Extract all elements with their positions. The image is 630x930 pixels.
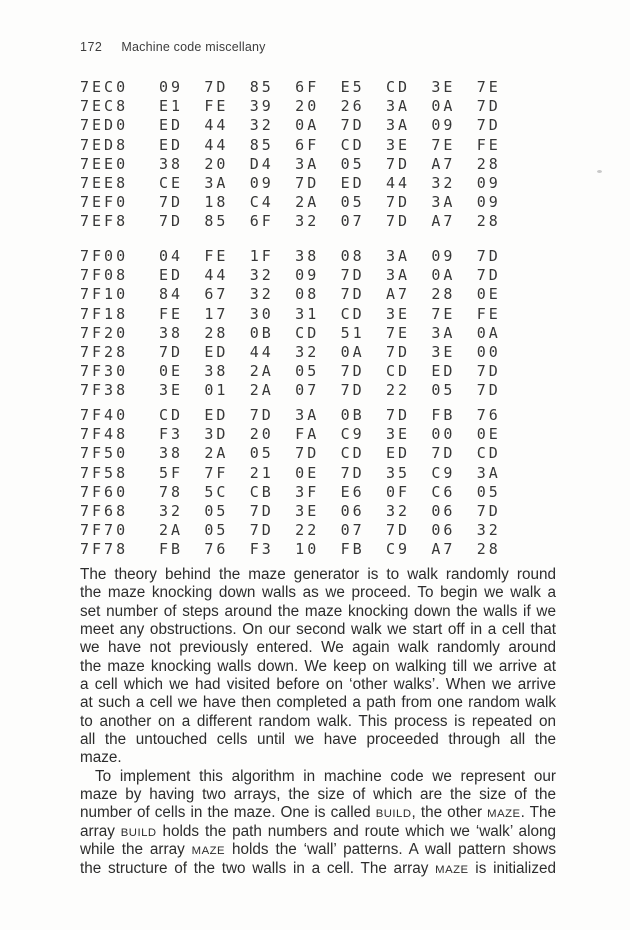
hex-byte: 30	[249, 304, 274, 323]
text-line: To implement this algorithm in machine code we represent our	[95, 767, 556, 785]
running-header	[80, 40, 266, 54]
paragraph	[80, 768, 556, 878]
hex-row	[80, 540, 610, 559]
hex-byte: 0F	[385, 482, 411, 501]
hex-byte: 32	[159, 501, 184, 520]
hex-byte: 18	[204, 193, 229, 212]
hex-byte: 28	[476, 540, 501, 559]
hex-row	[80, 425, 610, 444]
hex-byte: CD	[476, 444, 501, 463]
hex-byte: 3A	[295, 406, 320, 424]
hex-row	[80, 266, 610, 285]
hex-byte: 06	[340, 501, 365, 520]
hex-byte: A7	[431, 540, 456, 559]
hex-address: 7F40	[80, 406, 129, 424]
hex-byte: 10	[295, 540, 320, 559]
hex-byte: E1	[159, 97, 184, 116]
hex-byte: 3E	[385, 304, 411, 323]
text-line: the structure of the two walls in a cell. The array MAZE is initialized	[80, 859, 556, 877]
hex-byte: 3E	[431, 342, 456, 361]
hex-byte: 0E	[295, 463, 320, 482]
hex-byte: 3A	[476, 463, 501, 482]
hex-byte: ED	[159, 266, 184, 285]
hex-row	[80, 362, 610, 381]
text-line: array BUILD holds the path numbers and route which we ‘walk’ along	[80, 822, 556, 840]
hex-byte: A7	[431, 212, 456, 231]
hex-address: 7ED0	[80, 116, 129, 135]
hex-byte: 38	[295, 247, 320, 265]
text-line: a cell which we had visited before on ‘other walks’. When we arrive	[80, 676, 556, 694]
hex-row	[80, 97, 610, 116]
chapter-title: Machine code miscellany	[121, 40, 266, 54]
hex-byte: 1F	[249, 247, 274, 265]
hex-byte: CD	[295, 323, 320, 342]
hex-byte: 44	[385, 173, 411, 192]
hex-byte: 07	[340, 212, 365, 231]
hex-byte: 06	[431, 521, 456, 540]
hex-byte: 32	[249, 116, 274, 135]
hex-byte: 07	[340, 521, 365, 540]
hex-byte: F3	[159, 425, 184, 444]
hex-byte: 09	[159, 78, 184, 96]
hex-address: 7F28	[80, 342, 129, 361]
hex-byte: E6	[340, 482, 365, 501]
hex-byte: 28	[204, 323, 229, 342]
hex-byte: 09	[249, 173, 274, 192]
hex-byte: 2A	[159, 521, 184, 540]
hex-byte: 7D	[340, 381, 365, 400]
hex-byte: 09	[431, 116, 456, 135]
hex-byte: 0A	[431, 266, 456, 285]
hex-address: 7F60	[80, 482, 129, 501]
hex-byte: 85	[204, 212, 229, 231]
text-line: the maze knocking walls down. We keep on walking till we arrive at	[80, 657, 556, 675]
hex-byte: F3	[249, 540, 274, 559]
text-line: to another on a different random walk. This process is repeated on	[80, 712, 556, 730]
hex-byte: 7D	[340, 463, 365, 482]
hex-byte: 20	[295, 97, 320, 116]
hex-row	[80, 324, 610, 343]
hex-byte: 05	[295, 362, 320, 381]
hex-byte: 32	[295, 342, 320, 361]
hex-byte: 32	[249, 266, 274, 285]
hex-byte: 0E	[476, 425, 501, 444]
hex-byte: 7D	[476, 247, 501, 265]
page-number: 172	[80, 40, 103, 54]
hex-byte: 7E	[431, 304, 456, 323]
hex-byte: 2A	[295, 193, 320, 212]
hex-byte: 7D	[431, 444, 456, 463]
hex-byte: 67	[204, 285, 229, 304]
hex-byte: CD	[340, 135, 365, 154]
hex-byte: 7D	[159, 212, 184, 231]
hex-byte: 7D	[385, 212, 411, 231]
hex-byte: CE	[159, 173, 184, 192]
hex-byte: FE	[476, 304, 501, 323]
hex-byte: C9	[385, 540, 411, 559]
hex-byte: 3E	[295, 501, 320, 520]
hex-byte: 76	[204, 540, 229, 559]
hex-byte: 0A	[476, 323, 501, 342]
hex-byte: ED	[340, 173, 365, 192]
hex-byte: ED	[204, 342, 229, 361]
hex-byte: 32	[476, 521, 501, 540]
hex-byte: 7D	[204, 78, 229, 96]
hex-byte: 20	[204, 154, 229, 173]
hex-row	[80, 502, 610, 521]
hex-dump-block	[80, 78, 610, 232]
hex-byte: 3A	[431, 193, 456, 212]
hex-byte: 22	[385, 381, 411, 400]
hex-byte: FA	[295, 425, 320, 444]
hex-byte: ED	[159, 116, 184, 135]
hex-address: 7F48	[80, 425, 129, 444]
hex-byte: 05	[476, 482, 501, 501]
hex-byte: 2A	[204, 444, 229, 463]
hex-byte: 7D	[159, 193, 184, 212]
hex-address: 7F20	[80, 323, 129, 342]
hex-byte: 38	[159, 444, 184, 463]
paragraph	[80, 566, 556, 768]
hex-byte: 06	[431, 501, 456, 520]
hex-byte: 7E	[431, 135, 456, 154]
hex-byte: 3A	[385, 247, 411, 265]
hex-byte: FB	[159, 540, 184, 559]
hex-address: 7EC8	[80, 97, 129, 116]
text-line: The theory behind the maze generator is to walk randomly round	[80, 566, 556, 583]
hex-byte: 09	[476, 193, 501, 212]
hex-byte: 09	[476, 173, 501, 192]
hex-byte: 7E	[385, 323, 411, 342]
hex-byte: 0E	[159, 362, 184, 381]
text-line: we have not previously entered. We again walk randomly around	[80, 639, 556, 657]
hex-byte: D4	[249, 154, 274, 173]
hex-row	[80, 247, 610, 266]
hex-byte: CD	[385, 362, 411, 381]
hex-address: 7F50	[80, 444, 129, 463]
hex-byte: 07	[295, 381, 320, 400]
hex-byte: 7D	[249, 501, 274, 520]
hex-byte: 31	[295, 304, 320, 323]
hex-byte: 0A	[431, 97, 456, 116]
hex-byte: 7D	[476, 501, 501, 520]
hex-byte: FB	[431, 406, 456, 424]
hex-byte: 76	[476, 406, 501, 424]
hex-byte: A7	[385, 285, 411, 304]
hex-byte: 7F	[204, 463, 229, 482]
body-text	[80, 566, 556, 878]
hex-byte: 3A	[385, 266, 411, 285]
hex-byte: 7D	[476, 116, 501, 135]
hex-byte: 3A	[295, 154, 320, 173]
hex-byte: 84	[159, 285, 184, 304]
hex-byte: 3A	[204, 173, 229, 192]
hex-byte: 44	[204, 135, 229, 154]
hex-byte: 32	[295, 212, 320, 231]
hex-byte: 05	[431, 381, 456, 400]
hex-byte: 20	[249, 425, 274, 444]
hex-byte: 7D	[340, 285, 365, 304]
hex-byte: FE	[204, 247, 229, 265]
hex-byte: 44	[249, 342, 274, 361]
hex-byte: 39	[249, 97, 274, 116]
hex-byte: 7D	[295, 444, 320, 463]
hex-row	[80, 212, 610, 231]
hex-row	[80, 305, 610, 324]
hex-byte: 5C	[204, 482, 229, 501]
hex-byte: 28	[476, 154, 501, 173]
hex-byte: E5	[340, 78, 365, 96]
text-line: all the untouched cells until we have proceeded through all the	[80, 731, 556, 749]
hex-byte: 2A	[249, 381, 274, 400]
hex-byte: 85	[249, 135, 274, 154]
hex-byte: ED	[385, 444, 411, 463]
hex-byte: CB	[249, 482, 274, 501]
hex-byte: C4	[249, 193, 274, 212]
text-line: number of cells in the maze. One is called BUILD, the other MAZE. The	[80, 804, 556, 822]
hex-byte: 32	[249, 285, 274, 304]
text-line: while the array MAZE holds the ‘wall’ patterns. A wall pattern shows	[80, 841, 556, 859]
hex-byte: 85	[249, 78, 274, 96]
hex-address: 7F38	[80, 381, 129, 400]
hex-row	[80, 78, 610, 97]
hex-byte: ED	[431, 362, 456, 381]
hex-address: 7EF8	[80, 212, 129, 231]
hex-byte: 5F	[159, 463, 184, 482]
hex-row	[80, 285, 610, 304]
hex-row	[80, 464, 610, 483]
hex-byte: 3E	[431, 78, 456, 96]
hex-address: 7F00	[80, 247, 129, 265]
hex-byte: 3E	[385, 425, 411, 444]
hex-byte: CD	[385, 78, 411, 96]
hex-address: 7F70	[80, 521, 129, 540]
hex-address: 7EF0	[80, 193, 129, 212]
hex-byte: 09	[431, 247, 456, 265]
hex-row	[80, 343, 610, 362]
hex-byte: 7D	[476, 266, 501, 285]
hex-row	[80, 136, 610, 155]
hex-byte: 7D	[340, 116, 365, 135]
hex-byte: 3A	[431, 323, 456, 342]
hex-byte: 08	[295, 285, 320, 304]
hex-byte: 3F	[295, 482, 320, 501]
hex-byte: 22	[295, 521, 320, 540]
hex-byte: 05	[204, 521, 229, 540]
hex-byte: 0A	[295, 116, 320, 135]
hex-row	[80, 116, 610, 135]
hex-row	[80, 483, 610, 502]
hex-byte: 7D	[385, 154, 411, 173]
hex-byte: 09	[295, 266, 320, 285]
hex-byte: 7D	[340, 266, 365, 285]
hex-byte: 38	[159, 154, 184, 173]
hex-byte: C9	[340, 425, 365, 444]
hex-byte: ED	[159, 135, 184, 154]
hex-row	[80, 406, 610, 425]
hex-byte: 7D	[385, 193, 411, 212]
hex-byte: FE	[476, 135, 501, 154]
hex-byte: 17	[204, 304, 229, 323]
hex-byte: 3E	[385, 135, 411, 154]
hex-address: 7EC0	[80, 78, 129, 96]
hex-byte: C9	[431, 463, 456, 482]
hex-byte: 7D	[340, 362, 365, 381]
hex-byte: 7D	[476, 97, 501, 116]
hex-byte: 35	[385, 463, 411, 482]
hex-row	[80, 444, 610, 463]
hex-byte: ED	[204, 406, 229, 424]
text-line: set number of steps around the maze knocking down the walls if we	[80, 602, 556, 620]
hex-byte: 51	[340, 323, 365, 342]
hex-byte: 21	[249, 463, 274, 482]
hex-byte: 05	[340, 154, 365, 173]
hex-address: 7F30	[80, 362, 129, 381]
hex-byte: 7E	[476, 78, 501, 96]
hex-address: 7F58	[80, 463, 129, 482]
hex-address: 7F18	[80, 304, 129, 323]
hex-byte: 6F	[295, 135, 320, 154]
hex-byte: CD	[340, 304, 365, 323]
hex-byte: 05	[340, 193, 365, 212]
text-line: meet any obstructions. On our second walk we start off in a cell that	[80, 621, 556, 639]
text-line: the maze knocking down walls as we proceed. To begin we walk a	[80, 584, 556, 602]
hex-byte: 04	[159, 247, 184, 265]
hex-byte: 0B	[249, 323, 274, 342]
hex-byte: 7D	[385, 406, 411, 424]
hex-byte: 7D	[295, 173, 320, 192]
hex-byte: 7D	[385, 521, 411, 540]
hex-byte: 7D	[476, 381, 501, 400]
hex-address: 7F68	[80, 501, 129, 520]
hex-byte: 38	[204, 362, 229, 381]
hex-row	[80, 381, 610, 400]
hex-byte: 28	[476, 212, 501, 231]
hex-byte: 6F	[249, 212, 274, 231]
hex-byte: 6F	[295, 78, 320, 96]
hex-byte: 00	[476, 342, 501, 361]
hex-byte: 0E	[476, 285, 501, 304]
hex-row	[80, 174, 610, 193]
hex-address: 7F08	[80, 266, 129, 285]
text-line: maze by having two arrays, the size of which are the size of the	[80, 786, 556, 804]
hex-byte: FE	[204, 97, 229, 116]
scan-artifact	[597, 170, 602, 173]
hex-byte: 7D	[385, 342, 411, 361]
hex-byte: 38	[159, 323, 184, 342]
hex-byte: CD	[159, 406, 184, 424]
hex-byte: A7	[431, 154, 456, 173]
hex-byte: 26	[340, 97, 365, 116]
hex-address: 7EE8	[80, 173, 129, 192]
hex-byte: 0B	[340, 406, 365, 424]
hex-byte: 32	[385, 501, 411, 520]
hex-byte: 0A	[340, 342, 365, 361]
hex-byte: C6	[431, 482, 456, 501]
hex-byte: 00	[431, 425, 456, 444]
hex-address: 7EE0	[80, 154, 129, 173]
hex-byte: 2A	[249, 362, 274, 381]
hex-row	[80, 193, 610, 212]
hex-byte: 3E	[159, 381, 184, 400]
hex-dump-block	[80, 406, 610, 560]
hex-byte: 28	[431, 285, 456, 304]
hex-address: 7F10	[80, 285, 129, 304]
hex-address: 7ED8	[80, 135, 129, 154]
hex-byte: 3A	[385, 116, 411, 135]
hex-byte: 01	[204, 381, 229, 400]
hex-byte: FB	[340, 540, 365, 559]
hex-byte: 78	[159, 482, 184, 501]
hex-byte: 3A	[385, 97, 411, 116]
hex-address: 7F78	[80, 540, 129, 559]
hex-row	[80, 521, 610, 540]
hex-byte: 05	[204, 501, 229, 520]
hex-dump-block	[80, 247, 610, 401]
hex-byte: 7D	[249, 406, 274, 424]
hex-byte: 7D	[159, 342, 184, 361]
hex-row	[80, 155, 610, 174]
hex-byte: 7D	[249, 521, 274, 540]
hex-byte: 3D	[204, 425, 229, 444]
hex-byte: 44	[204, 116, 229, 135]
hex-byte: 7D	[476, 362, 501, 381]
hex-byte: 32	[431, 173, 456, 192]
hex-byte: 44	[204, 266, 229, 285]
text-line: maze.	[80, 749, 122, 767]
hex-byte: FE	[159, 304, 184, 323]
hex-byte: 05	[249, 444, 274, 463]
text-line: at such a cell we have then completed a path from one random walk	[80, 694, 556, 712]
hex-byte: CD	[340, 444, 365, 463]
hex-byte: 08	[340, 247, 365, 265]
